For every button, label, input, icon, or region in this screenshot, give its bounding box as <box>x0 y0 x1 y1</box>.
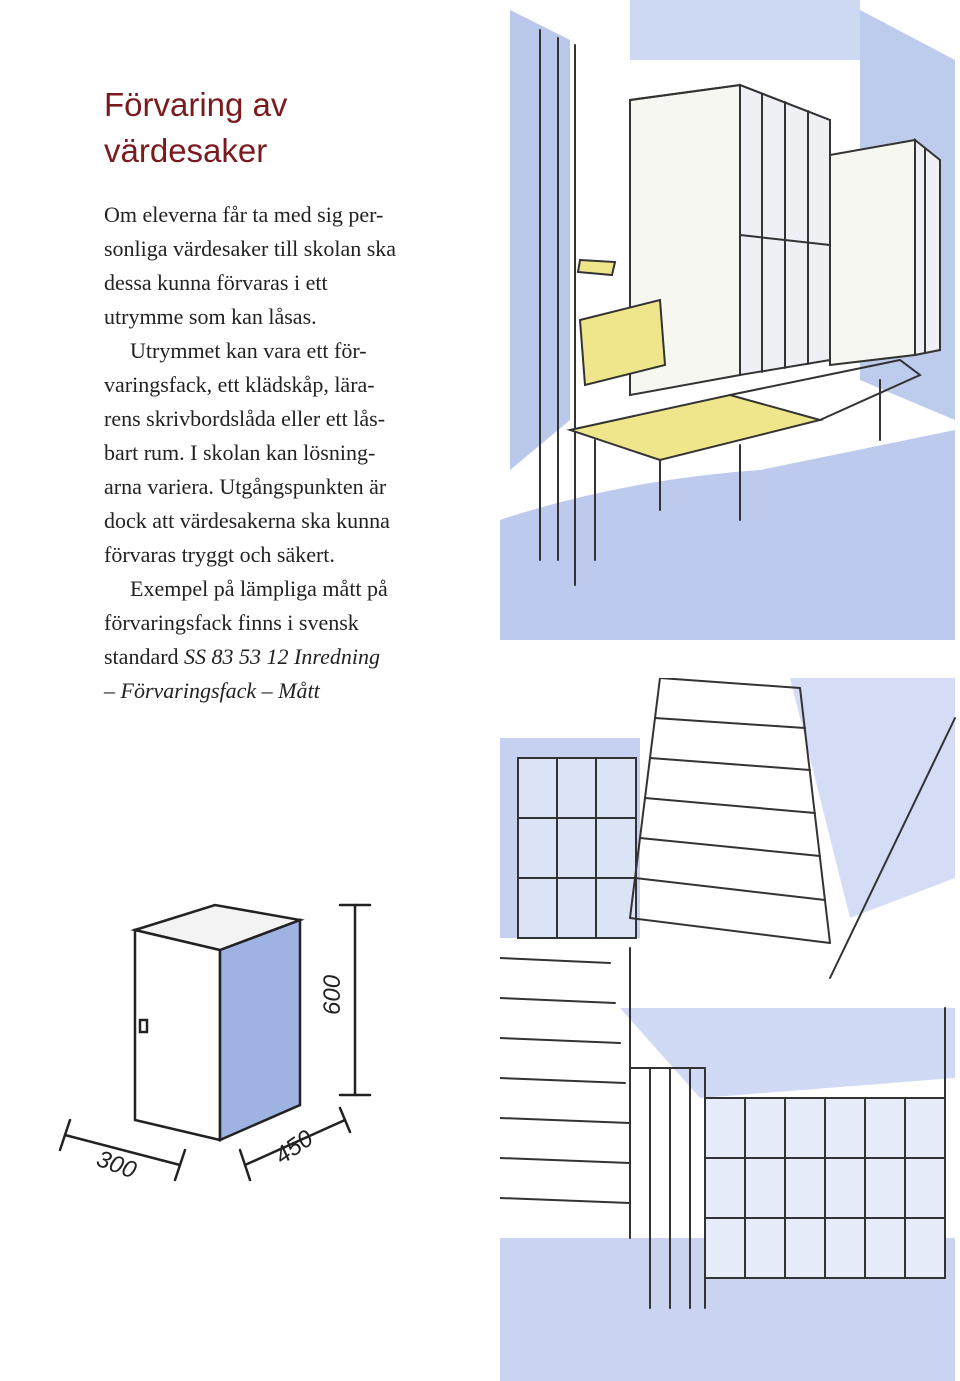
standard-prefix: standard <box>104 644 185 669</box>
paragraph-3-line: förvaringsfack finns i svensk <box>104 610 359 635</box>
paragraph-2-line: arna variera. Utgångspunkten är <box>104 474 387 499</box>
staircase-lockers-illustration <box>500 678 960 1381</box>
standard-reference: SS 83 53 12 Inredning <box>184 644 380 669</box>
paragraph-2-line: varingsfack, ett klädskåp, lära- <box>104 372 375 397</box>
paragraph-3-line <box>104 640 494 674</box>
dimension-width-label: 300 <box>92 1145 140 1185</box>
page-title <box>104 82 464 174</box>
page-title-line-2: värdesaker <box>104 132 268 169</box>
paragraph-2-line: bart rum. I skolan kan lösning- <box>104 440 376 465</box>
locker-dimension-drawing <box>0 820 480 1365</box>
paragraph-2-line: förvaras tryggt och säkert. <box>104 542 335 567</box>
paragraph-1-line: Om eleverna får ta med sig per- <box>104 202 384 227</box>
paragraph-3-line: Exempel på lämpliga mått på <box>130 576 388 601</box>
page-title-line-1: Förvaring av <box>104 86 288 123</box>
paragraph-2-line: Utrymmet kan vara ett för- <box>130 338 367 363</box>
standard-reference-cont: – Förvaringsfack – Mått <box>104 678 320 703</box>
paragraph-1-line: utrymme som kan låsas. <box>104 304 317 329</box>
paragraph-2-line: rens skrivbordslåda eller ett lås- <box>104 406 386 431</box>
body-text <box>104 198 494 708</box>
paragraph-3-line <box>104 674 494 708</box>
paragraph-1-line: dessa kunna förvaras i ett <box>104 270 328 295</box>
dimension-depth-label: 450 <box>269 1124 319 1170</box>
paragraph-2-line: dock att värdesakerna ska kunna <box>104 508 390 533</box>
dimension-height-label: 600 <box>319 974 346 1015</box>
locker-corridor-illustration <box>500 0 960 640</box>
paragraph-1-line: sonliga värdesaker till skolan ska <box>104 236 397 261</box>
